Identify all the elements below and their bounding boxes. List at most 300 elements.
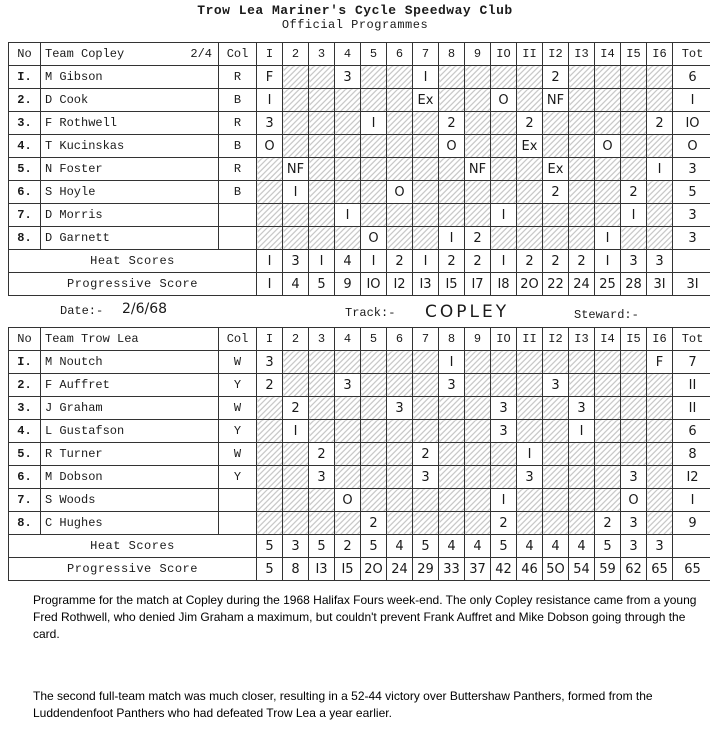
heat-score: I xyxy=(335,204,361,227)
rider-total: 5 xyxy=(673,181,710,204)
heat-score xyxy=(361,443,387,466)
heat-score xyxy=(595,204,621,227)
heat-score xyxy=(465,351,491,374)
heat-score xyxy=(413,112,439,135)
heat-score: 3 xyxy=(257,351,283,374)
rider-colour: W xyxy=(219,397,257,420)
heat-score xyxy=(413,181,439,204)
heat-score xyxy=(543,227,569,250)
heat-score xyxy=(621,374,647,397)
heat-score xyxy=(335,351,361,374)
rider-row xyxy=(9,512,710,535)
heat-total: 3 xyxy=(621,535,647,558)
progressive-score: 8 xyxy=(283,558,309,581)
heat-score xyxy=(257,158,283,181)
rider-colour: Y xyxy=(219,466,257,489)
heat-score xyxy=(569,135,595,158)
heat-score xyxy=(465,89,491,112)
heat-score xyxy=(335,112,361,135)
club-title: Trow Lea Mariner's Cycle Speedway Club xyxy=(197,3,513,18)
heat-total: 2 xyxy=(387,250,413,273)
heat-score: 3 xyxy=(517,466,543,489)
heat-score xyxy=(595,420,621,443)
heat-score xyxy=(309,112,335,135)
heat-header: IO xyxy=(491,328,517,351)
heat-score xyxy=(413,397,439,420)
heat-score xyxy=(309,374,335,397)
heat-score xyxy=(257,512,283,535)
heat-score: 2 xyxy=(595,512,621,535)
heat-score xyxy=(309,204,335,227)
rider-total: 6 xyxy=(673,66,710,89)
heat-score: 3 xyxy=(335,374,361,397)
heat-score xyxy=(517,89,543,112)
heat-score: 3 xyxy=(413,466,439,489)
heat-score: 3 xyxy=(621,512,647,535)
progressive-score: 5O xyxy=(543,558,569,581)
heat-score xyxy=(335,181,361,204)
heat-total: I xyxy=(491,250,517,273)
date-label: Date:- xyxy=(60,304,104,318)
rider-total: 6 xyxy=(673,420,710,443)
heat-total: 3 xyxy=(283,250,309,273)
heat-score: I xyxy=(621,204,647,227)
progressive-score: IO xyxy=(361,273,387,296)
rider-name: L Gustafson xyxy=(41,420,219,443)
heat-header: I5 xyxy=(621,43,647,66)
heat-score xyxy=(595,374,621,397)
heat-score: Ex xyxy=(543,158,569,181)
heat-score xyxy=(413,512,439,535)
heat-header: 3 xyxy=(309,43,335,66)
heat-score xyxy=(465,112,491,135)
heat-score xyxy=(517,397,543,420)
heat-header: 4 xyxy=(335,328,361,351)
heat-score: 2 xyxy=(361,512,387,535)
heat-score: 2 xyxy=(283,397,309,420)
heat-score xyxy=(491,351,517,374)
heat-score xyxy=(543,397,569,420)
heat-score xyxy=(621,112,647,135)
heat-score xyxy=(491,227,517,250)
heat-header: IO xyxy=(491,43,517,66)
heat-score: I xyxy=(283,420,309,443)
heat-header: 9 xyxy=(465,328,491,351)
heat-score xyxy=(647,66,673,89)
heat-total: 5 xyxy=(491,535,517,558)
heat-score xyxy=(335,397,361,420)
progressive-score: I8 xyxy=(491,273,517,296)
heat-score xyxy=(257,227,283,250)
heat-score xyxy=(465,466,491,489)
heat-score xyxy=(517,512,543,535)
heat-score xyxy=(439,204,465,227)
progressive-score: 33 xyxy=(439,558,465,581)
rider-colour xyxy=(219,489,257,512)
heat-score xyxy=(309,89,335,112)
heat-score xyxy=(647,466,673,489)
progressive-score: 65 xyxy=(647,558,673,581)
heat-total: 4 xyxy=(387,535,413,558)
progressive-score: 4 xyxy=(283,273,309,296)
progressive-score: 9 xyxy=(335,273,361,296)
rider-total: II xyxy=(673,374,710,397)
progressive-score-row xyxy=(9,558,710,581)
heat-score xyxy=(283,512,309,535)
heat-scores-label: Heat Scores xyxy=(9,535,257,558)
heat-total: 2 xyxy=(543,250,569,273)
progressive-score: 3I xyxy=(647,273,673,296)
heat-total: 3 xyxy=(647,250,673,273)
heat-score xyxy=(335,135,361,158)
heat-score xyxy=(569,489,595,512)
heat-scores-row xyxy=(9,250,710,273)
heat-score xyxy=(309,66,335,89)
heat-score xyxy=(361,181,387,204)
rider-name: F Auffret xyxy=(41,374,219,397)
heat-score xyxy=(257,181,283,204)
heat-score xyxy=(595,158,621,181)
rider-number: 5. xyxy=(9,443,41,466)
heat-score xyxy=(309,158,335,181)
heat-score: 3 xyxy=(387,397,413,420)
heat-score: I xyxy=(283,181,309,204)
rider-row xyxy=(9,466,710,489)
heat-score xyxy=(257,204,283,227)
rider-colour: B xyxy=(219,181,257,204)
heat-total: 4 xyxy=(439,535,465,558)
progressive-score: 3I xyxy=(673,273,710,296)
heat-score: I xyxy=(595,227,621,250)
heat-total: 5 xyxy=(413,535,439,558)
header-row xyxy=(9,43,710,66)
rider-name: C Hughes xyxy=(41,512,219,535)
heat-score xyxy=(543,135,569,158)
heat-score: O xyxy=(595,135,621,158)
rider-row xyxy=(9,351,710,374)
heat-score xyxy=(569,443,595,466)
heat-score xyxy=(387,89,413,112)
heat-total: 2 xyxy=(439,250,465,273)
heat-score xyxy=(387,443,413,466)
heat-score xyxy=(283,204,309,227)
heat-total: 4 xyxy=(569,535,595,558)
heat-score xyxy=(387,135,413,158)
progressive-score: 24 xyxy=(387,558,413,581)
heat-score xyxy=(413,204,439,227)
heat-score: I xyxy=(569,420,595,443)
progressive-score: I2 xyxy=(387,273,413,296)
heat-score xyxy=(569,112,595,135)
heat-score xyxy=(335,443,361,466)
heat-score: 3 xyxy=(543,374,569,397)
heat-score: O xyxy=(335,489,361,512)
heat-score xyxy=(283,66,309,89)
heat-score xyxy=(361,135,387,158)
heat-score xyxy=(387,466,413,489)
heat-score xyxy=(257,489,283,512)
heat-score xyxy=(283,112,309,135)
heat-score xyxy=(569,351,595,374)
heat-total: I xyxy=(309,250,335,273)
heat-score xyxy=(517,489,543,512)
heat-score xyxy=(621,351,647,374)
heat-score: I xyxy=(439,351,465,374)
heat-score xyxy=(387,158,413,181)
heat-score xyxy=(361,89,387,112)
rider-number: 7. xyxy=(9,489,41,512)
heat-score xyxy=(465,420,491,443)
heat-score: I xyxy=(491,204,517,227)
rider-number: 8. xyxy=(9,227,41,250)
rider-colour: R xyxy=(219,66,257,89)
heat-score xyxy=(465,374,491,397)
heat-score xyxy=(465,66,491,89)
heat-header: 6 xyxy=(387,328,413,351)
heat-score: I xyxy=(361,112,387,135)
progressive-score: I3 xyxy=(309,558,335,581)
progressive-score: 62 xyxy=(621,558,647,581)
rider-total: 3 xyxy=(673,204,710,227)
heat-score: F xyxy=(647,351,673,374)
rider-number: I. xyxy=(9,66,41,89)
heat-score xyxy=(413,489,439,512)
rider-name: N Foster xyxy=(41,158,219,181)
heat-header: I3 xyxy=(569,328,595,351)
heat-score xyxy=(621,397,647,420)
heat-score xyxy=(569,158,595,181)
heat-header: I3 xyxy=(569,43,595,66)
heat-score xyxy=(361,420,387,443)
heat-score xyxy=(439,466,465,489)
heat-header: Tot xyxy=(673,328,710,351)
heat-score: O xyxy=(491,89,517,112)
team-label: Team Trow Lea xyxy=(45,331,139,346)
caption-paragraph-2: The second full-team match was much closer, resulting in a 52-44 victory over Buttershaw Panthers, formed from the Luddendenfoot Panthers who had defeated Trow Lea a year earlier. xyxy=(33,689,653,720)
progressive-score: 29 xyxy=(413,558,439,581)
rider-colour xyxy=(219,227,257,250)
heat-scores-row xyxy=(9,535,710,558)
rider-total: 8 xyxy=(673,443,710,466)
progressive-score: 24 xyxy=(569,273,595,296)
heat-total: 3 xyxy=(621,250,647,273)
heat-score xyxy=(647,443,673,466)
heat-total: 5 xyxy=(309,535,335,558)
heat-score: O xyxy=(621,489,647,512)
heat-score xyxy=(569,181,595,204)
heat-score xyxy=(309,351,335,374)
heat-score xyxy=(621,420,647,443)
heat-scores-label: Heat Scores xyxy=(9,250,257,273)
heat-score xyxy=(465,204,491,227)
heat-score xyxy=(283,227,309,250)
heat-header: I5 xyxy=(621,328,647,351)
heat-score xyxy=(335,227,361,250)
team-label: Team Copley xyxy=(45,46,125,61)
heat-header: 7 xyxy=(413,328,439,351)
heat-score xyxy=(517,374,543,397)
heat-score xyxy=(491,66,517,89)
rider-number: 8. xyxy=(9,512,41,535)
heat-score xyxy=(465,135,491,158)
rider-total: I xyxy=(673,489,710,512)
rider-colour: Y xyxy=(219,420,257,443)
heat-score xyxy=(335,158,361,181)
rider-total: I2 xyxy=(673,466,710,489)
heat-score xyxy=(517,181,543,204)
rider-number: 6. xyxy=(9,466,41,489)
rider-name: M Noutch xyxy=(41,351,219,374)
heat-total: I xyxy=(361,250,387,273)
rider-row xyxy=(9,158,710,181)
rider-colour: Y xyxy=(219,374,257,397)
heat-score xyxy=(491,374,517,397)
heat-score xyxy=(283,466,309,489)
heat-score xyxy=(387,227,413,250)
heat-score xyxy=(387,66,413,89)
rider-row xyxy=(9,204,710,227)
heat-header: I xyxy=(257,328,283,351)
heat-score: 3 xyxy=(335,66,361,89)
rider-name: M Dobson xyxy=(41,466,219,489)
heat-score xyxy=(621,443,647,466)
heat-header: I4 xyxy=(595,43,621,66)
rider-row xyxy=(9,112,710,135)
heat-score xyxy=(465,181,491,204)
heat-score xyxy=(439,443,465,466)
heat-score: O xyxy=(361,227,387,250)
heat-score xyxy=(413,351,439,374)
heat-score xyxy=(491,443,517,466)
heat-score: O xyxy=(257,135,283,158)
heat-score: 2 xyxy=(439,112,465,135)
heat-score: 2 xyxy=(309,443,335,466)
heat-score xyxy=(387,112,413,135)
rider-total: O xyxy=(673,135,710,158)
heat-header: Tot xyxy=(673,43,710,66)
heat-score: NF xyxy=(465,158,491,181)
rider-colour: R xyxy=(219,158,257,181)
heat-score xyxy=(387,420,413,443)
heat-score xyxy=(621,227,647,250)
heat-total-blank xyxy=(673,535,710,558)
heat-total: 2 xyxy=(465,250,491,273)
heat-score xyxy=(543,489,569,512)
caption-paragraph-1: Programme for the match at Copley during the 1968 Halifax Fours week-end. The only Copley resistance came from a young Fred Rothwell, who denied Jim Graham a maximum, but couldn't prevent Frank Auffret and Mike Dobson going through the card. xyxy=(33,593,697,641)
heat-total: 5 xyxy=(361,535,387,558)
team-name xyxy=(41,328,219,351)
heat-header: I4 xyxy=(595,328,621,351)
heat-score: 2 xyxy=(543,66,569,89)
heat-score xyxy=(439,397,465,420)
rider-number: 2. xyxy=(9,374,41,397)
heat-total: 2 xyxy=(517,250,543,273)
heat-score: I xyxy=(439,227,465,250)
heat-score xyxy=(621,89,647,112)
heat-score xyxy=(647,89,673,112)
heat-score xyxy=(439,489,465,512)
rider-colour xyxy=(219,204,257,227)
heat-header: 3 xyxy=(309,328,335,351)
heat-score xyxy=(283,443,309,466)
progressive-score: I3 xyxy=(413,273,439,296)
heat-score xyxy=(595,443,621,466)
progressive-score: I xyxy=(257,273,283,296)
heat-score: 3 xyxy=(257,112,283,135)
heat-score xyxy=(439,158,465,181)
programme-subtitle: Official Programmes xyxy=(281,18,429,32)
heat-header: I xyxy=(257,43,283,66)
rider-number: 6. xyxy=(9,181,41,204)
heat-score: Ex xyxy=(413,89,439,112)
heat-score xyxy=(595,489,621,512)
heat-score xyxy=(569,89,595,112)
rider-name: T Kucinskas xyxy=(41,135,219,158)
trowlea-score-table xyxy=(8,327,710,581)
heat-total: 3 xyxy=(283,535,309,558)
heat-header: 7 xyxy=(413,43,439,66)
heat-score: O xyxy=(439,135,465,158)
rider-name: D Garnett xyxy=(41,227,219,250)
match-details xyxy=(60,300,710,322)
heat-score xyxy=(335,466,361,489)
heat-score xyxy=(335,89,361,112)
heat-score xyxy=(543,512,569,535)
rider-row xyxy=(9,135,710,158)
rider-row xyxy=(9,489,710,512)
heat-score xyxy=(595,181,621,204)
heat-score xyxy=(569,204,595,227)
heat-score xyxy=(465,443,491,466)
heat-score xyxy=(569,66,595,89)
progressive-score: 22 xyxy=(543,273,569,296)
no-header: No xyxy=(9,43,41,66)
heat-score xyxy=(413,227,439,250)
heat-total: 4 xyxy=(465,535,491,558)
heat-score xyxy=(491,466,517,489)
heat-score xyxy=(361,158,387,181)
heat-score xyxy=(283,374,309,397)
heat-header: 6 xyxy=(387,43,413,66)
heat-score xyxy=(361,204,387,227)
team-name xyxy=(41,43,219,66)
heat-header: 9 xyxy=(465,43,491,66)
rider-total: II xyxy=(673,397,710,420)
progressive-score: 42 xyxy=(491,558,517,581)
heat-score xyxy=(647,489,673,512)
heat-score xyxy=(335,420,361,443)
heat-total: 2 xyxy=(335,535,361,558)
heat-score xyxy=(439,181,465,204)
rider-number: 3. xyxy=(9,397,41,420)
heat-score xyxy=(569,374,595,397)
heat-total-blank xyxy=(673,250,710,273)
rider-name: R Turner xyxy=(41,443,219,466)
heat-score xyxy=(413,135,439,158)
heat-score xyxy=(361,466,387,489)
heat-score xyxy=(569,466,595,489)
heat-score xyxy=(569,512,595,535)
heat-header: 4 xyxy=(335,43,361,66)
heat-score: I xyxy=(647,158,673,181)
heat-score: NF xyxy=(283,158,309,181)
heat-score xyxy=(309,420,335,443)
progressive-score: I5 xyxy=(439,273,465,296)
heat-header: II xyxy=(517,328,543,351)
heat-score xyxy=(387,351,413,374)
rider-row xyxy=(9,227,710,250)
heat-header: 8 xyxy=(439,328,465,351)
